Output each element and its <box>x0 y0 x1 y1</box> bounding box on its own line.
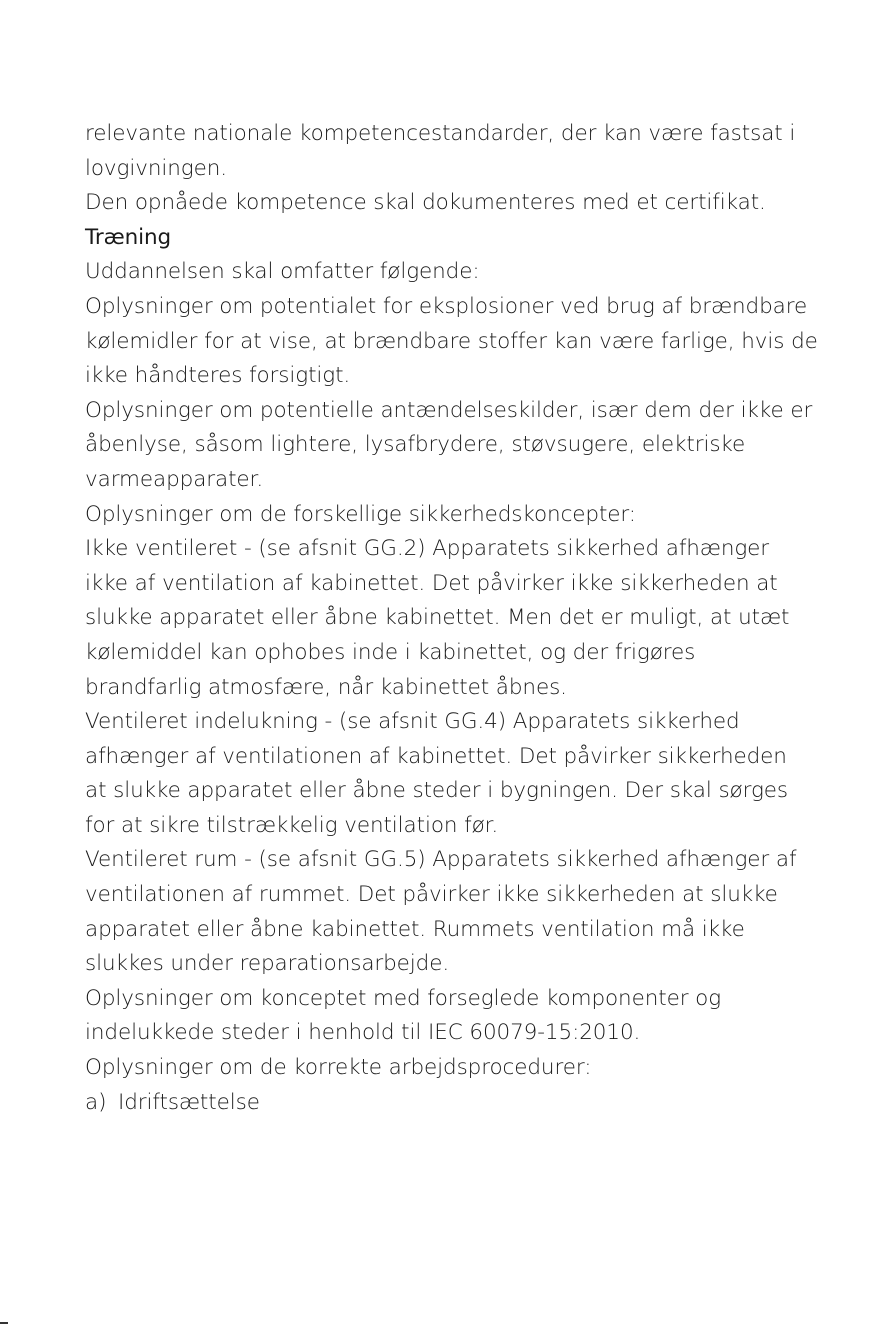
text-line: slukke apparatet eller åbne kabinettet. Men det er muligt, at utæt <box>85 605 790 631</box>
text-line: apparatet eller åbne kabinettet. Rummets ventilation må ikke <box>85 916 745 942</box>
text-line: ikke håndteres forsigtigt. <box>85 363 351 389</box>
text-line: at slukke apparatet eller åbne steder i bygningen. Der skal sørges <box>85 778 789 804</box>
text-line: slukkes under reparationsarbejde. <box>85 951 450 977</box>
list-item <box>85 1086 875 1121</box>
text-line: Ventileret rum - (se afsnit GG.5) Apparatets sikkerhed afhænger af <box>85 847 797 873</box>
text-line: Oplysninger om potentialet for eksplosioner ved brug af brændbare <box>85 293 808 319</box>
text-line: brandfarlig atmosfære, når kabinettet åbnes. <box>85 674 567 700</box>
text-line: varmeapparater. <box>85 466 264 492</box>
text-line: lovgivningen. <box>85 155 227 181</box>
text-line: åbenlyse, såsom lightere, lysafbrydere, støvsugere, elektriske <box>85 432 746 458</box>
text-line: Oplysninger om de korrekte arbejdsprocedurer: <box>85 1055 592 1081</box>
text-line: Ventileret indelukning - (se afsnit GG.4) Apparatets sikkerhed <box>85 709 740 735</box>
text-line: Oplysninger om de forskellige sikkerhedskoncepter: <box>85 501 636 527</box>
section-heading: Træning <box>85 224 172 250</box>
document-body <box>85 117 875 1120</box>
text-line: Oplysninger om konceptet med forseglede komponenter og <box>85 985 722 1011</box>
text-line: Uddannelsen skal omfatter følgende: <box>85 259 480 285</box>
text-line: for at sikre tilstrækkelig ventilation før. <box>85 812 499 838</box>
text-line: ventilationen af rummet. Det påvirker ikke sikkerheden at slukke <box>85 882 778 908</box>
list-item-text: Idriftsættelse <box>118 1089 260 1115</box>
text-line: afhænger af ventilationen af kabinettet. Det påvirker sikkerheden <box>85 743 787 769</box>
text-line: kølemidler for at vise, at brændbare stoffer kan være farlige, hvis de <box>85 328 818 354</box>
text-line: relevante nationale kompetencestandarder, der kan være fastsat i <box>85 121 796 146</box>
text-line: ikke af ventilation af kabinettet. Det påvirker ikke sikkerheden at <box>85 570 778 596</box>
text-line: Den opnåede kompetence skal dokumenteres med et certifikat. <box>85 190 766 216</box>
text-line: Oplysninger om potentielle antændelseskilder, især dem der ikke er <box>85 397 813 423</box>
text-line: kølemiddel kan ophobes inde i kabinettet, og der frigøres <box>85 639 696 665</box>
list-marker: a) <box>85 1089 107 1115</box>
text-line: Ikke ventileret - (se afsnit GG.2) Apparatets sikkerhed afhænger <box>85 536 770 562</box>
text-line: indelukkede steder i henhold til IEC 60079-15:2010. <box>85 1020 641 1046</box>
